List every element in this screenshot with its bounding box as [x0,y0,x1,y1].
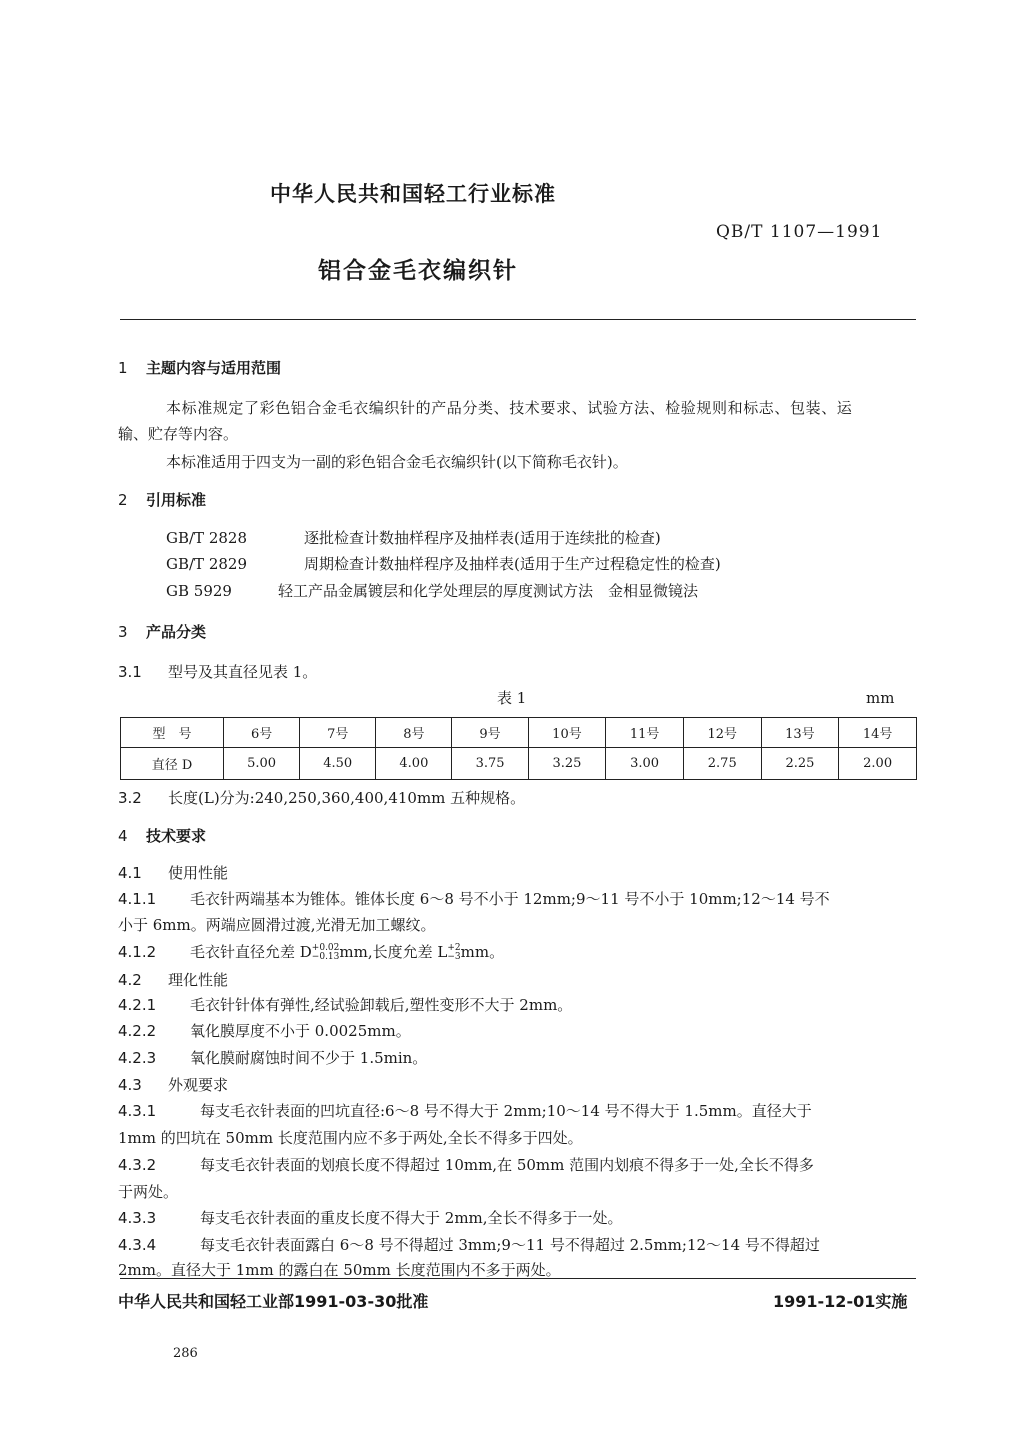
clause-4-3-1 [118,1101,812,1121]
standard-number: QB/T 1107—1991 [716,222,883,242]
clause-number: 4.1 [118,864,142,882]
clause-number: 4.1.1 [118,890,157,908]
clause-text: 每支毛衣针表面露白 6～8 号不得超过 3mm;9～11 号不得超过 2.5mm;12～14 号不得超过 [200,1236,820,1254]
reference-item [166,528,661,548]
clause-text-continued: 小于 6mm。两端应圆滑过渡,光滑无加工螺纹。 [118,916,436,934]
table-row [121,718,917,748]
table-cell: 2.00 [839,748,917,780]
section-4-heading [118,826,206,846]
clause-text: mm。 [460,943,505,961]
table-unit: mm [866,689,895,707]
clause-3-1 [118,662,317,682]
page-number: 286 [173,1346,198,1361]
clause-4-2-2 [118,1021,411,1041]
section-2-heading [118,490,206,510]
section-title: 引用标准 [146,491,207,509]
diameter-table [120,717,917,780]
issuing-authority: 中华人民共和国轻工行业标准 [270,182,556,206]
table-cell: 4.00 [376,748,452,780]
table-caption: 表 1 [497,689,527,707]
footer-divider [120,1278,916,1279]
clause-text: 毛衣针直径允差 D [190,943,312,961]
section-number: 2 [118,491,128,509]
paragraph-continued: 输、贮存等内容。 [118,425,239,443]
tolerance-upper: +0.02 [311,943,340,953]
clause-3-2 [118,788,525,808]
table-cell: 4.50 [300,748,376,780]
table-cell: 9号 [452,718,528,748]
clause-title: 使用性能 [168,864,229,882]
clause-number: 4.2 [118,971,142,989]
table-cell: 14号 [839,718,917,748]
section-number: 3 [118,623,128,641]
table-cell: 8号 [376,718,452,748]
section-1-heading [118,358,281,378]
clause-number: 4.3.1 [118,1102,157,1120]
section-title: 产品分类 [146,623,207,641]
table-cell: 7号 [300,718,376,748]
row-header: 型 号 [121,718,224,748]
clause-text: 型号及其直径见表 1。 [168,663,318,681]
clause-text: 毛衣针针体有弹性,经试验卸载后,塑性变形不大于 2mm。 [190,996,573,1014]
clause-4-3-3 [118,1208,623,1228]
diameter-tolerance [312,944,340,962]
reference-code: GB/T 2828 [166,529,248,547]
clause-4-2 [118,970,228,990]
length-tolerance [447,944,460,962]
clause-4-2-1 [118,995,572,1015]
clause-4-1-2 [118,942,504,962]
section-3-heading [118,622,206,642]
clause-4-3 [118,1075,228,1095]
table-cell: 2.25 [761,748,839,780]
section-number: 1 [118,359,128,377]
clause-4-3-2 [118,1155,814,1175]
table-cell: 12号 [683,718,761,748]
table-cell: 10号 [528,718,606,748]
clause-number: 4.3 [118,1076,142,1094]
reference-code: GB/T 2829 [166,555,248,573]
paragraph: 本标准适用于四支为一副的彩色铝合金毛衣编织针(以下简称毛衣针)。 [166,453,628,471]
clause-text: mm,长度允差 L [339,943,448,961]
section-number: 4 [118,827,128,845]
clause-4-1 [118,863,228,883]
clause-4-2-3 [118,1048,427,1068]
reference-code: GB 5929 [166,582,232,600]
clause-text-continued: 2mm。直径大于 1mm 的露白在 50mm 长度范围内不多于两处。 [118,1261,561,1279]
header-divider [120,319,916,320]
clause-text-continued: 于两处。 [118,1183,179,1201]
table-cell: 11号 [606,718,684,748]
clause-number: 4.2.2 [118,1022,157,1040]
clause-text: 氧化膜厚度不小于 0.0025mm。 [190,1022,411,1040]
table-row [121,748,917,780]
clause-number: 3.2 [118,789,142,807]
reference-item [166,581,698,601]
reference-title: 周期检查计数抽样程序及抽样表(适用于生产过程稳定性的检查) [304,555,721,573]
table-cell: 3.00 [606,748,684,780]
row-header: 直径 D [121,748,224,780]
clause-text: 毛衣针两端基本为锥体。锥体长度 6～8 号不小于 12mm;9～11 号不小于 10mm;12～14 号不 [190,890,830,908]
reference-title: 逐批检查计数抽样程序及抽样表(适用于连续批的检查) [304,529,661,547]
clause-number: 4.2.1 [118,996,157,1014]
clause-4-3-4 [118,1235,820,1255]
implementation-date: 1991-12-01实施 [773,1292,908,1311]
approval-date: 中华人民共和国轻工业部1991-03-30批准 [118,1292,429,1311]
table-cell: 3.25 [528,748,606,780]
clause-number: 4.3.4 [118,1236,157,1254]
reference-title: 轻工产品金属镀层和化学处理层的厚度测试方法 金相显微镜法 [278,582,699,600]
table-cell: 3.75 [452,748,528,780]
clause-number: 3.1 [118,663,142,681]
clause-text: 长度(L)分为:240,250,360,400,410mm 五种规格。 [168,789,526,807]
clause-number: 4.3.2 [118,1156,157,1174]
section-title: 主题内容与适用范围 [146,359,282,377]
tolerance-lower: −0.13 [311,952,340,962]
clause-number: 4.2.3 [118,1049,157,1067]
table-cell: 2.75 [683,748,761,780]
table-cell: 5.00 [224,748,300,780]
clause-title: 外观要求 [168,1076,229,1094]
clause-title: 理化性能 [168,971,229,989]
reference-item [166,554,721,574]
clause-text: 每支毛衣针表面的凹坑直径:6～8 号不得大于 2mm;10～14 号不得大于 1.5mm。直径大于 [200,1102,812,1120]
clause-text: 氧化膜耐腐蚀时间不少于 1.5min。 [190,1049,428,1067]
paragraph: 本标准规定了彩色铝合金毛衣编织针的产品分类、技术要求、试验方法、检验规则和标志、包装、运 [166,399,853,417]
clause-text: 每支毛衣针表面的划痕长度不得超过 10mm,在 50mm 范围内划痕不得多于一处,全长不得多 [200,1156,814,1174]
clause-text: 每支毛衣针表面的重皮长度不得大于 2mm,全长不得多于一处。 [200,1209,623,1227]
document-title: 铝合金毛衣编织针 [318,258,518,284]
clause-4-1-1 [118,889,830,909]
clause-number: 4.3.3 [118,1209,157,1227]
clause-text-continued: 1mm 的凹坑在 50mm 长度范围内应不多于两处,全长不得多于四处。 [118,1129,583,1147]
section-title: 技术要求 [146,827,207,845]
clause-number: 4.1.2 [118,943,157,961]
tolerance-upper: +2 [447,943,461,953]
tolerance-lower: −3 [447,952,461,962]
table-cell: 13号 [761,718,839,748]
table-cell: 6号 [224,718,300,748]
